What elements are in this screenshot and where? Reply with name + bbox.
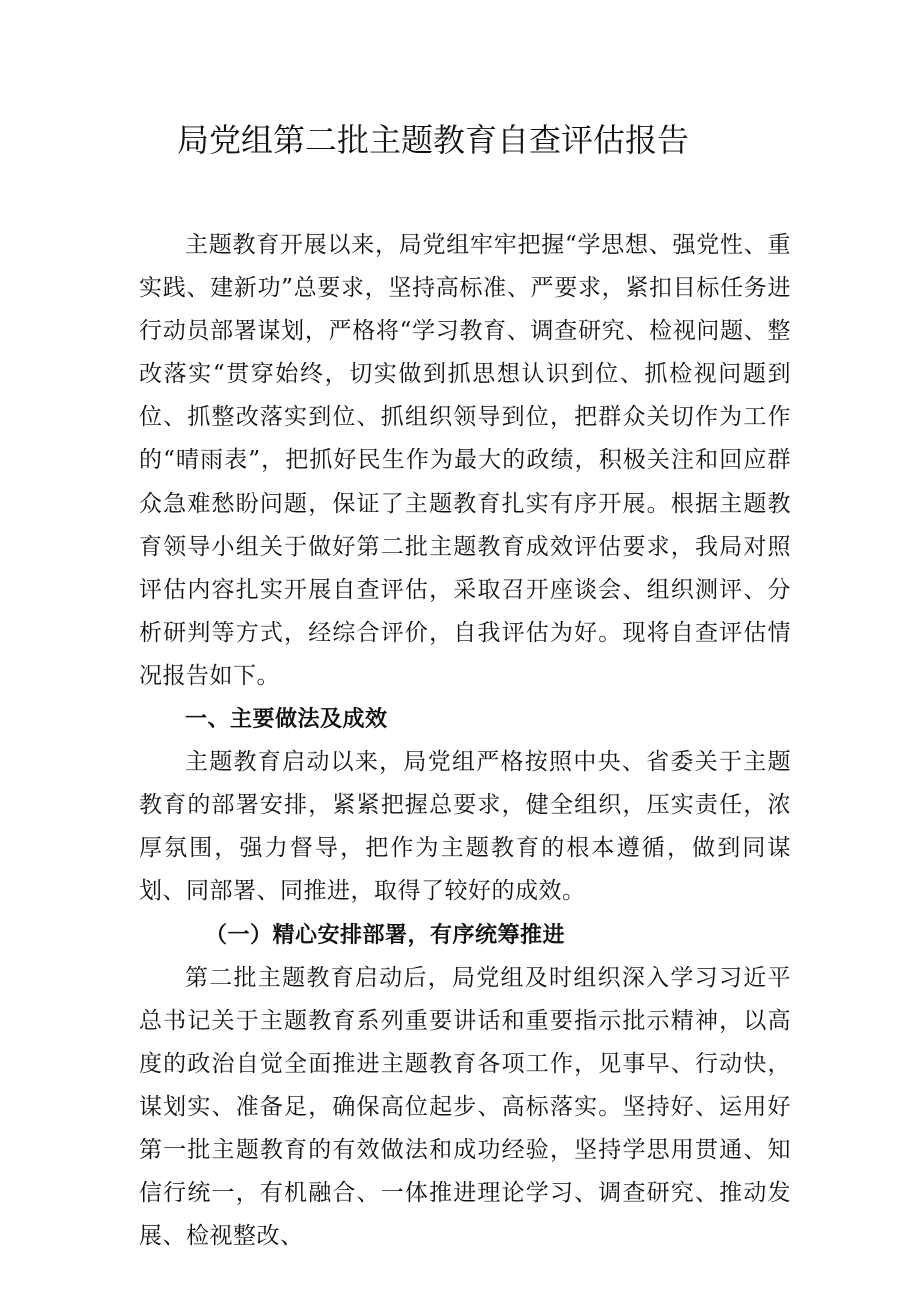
document-title: 局党组第二批主题教育自查评估报告: [176, 121, 689, 159]
subsection-heading-1: （一）精心安排部署，有序统筹推进: [205, 921, 566, 948]
document-body: [139, 224, 791, 1258]
section-heading-1: 一、主要做法及成效: [185, 707, 388, 733]
subsection-1-paragraph: 第二批主题教育启动后，局党组及时组织深入学习习近平总书记关于主题教育系列重要讲话和重要指示批示精神，以高度的政治自觉全面推进主题教育各项工作，见事早、行动快，谋划实、准备足，确保高位起步、高标落实。坚持好、运用好第一批主题教育的有效做法和成功经验，坚持学思用贯通、知信行统一，有机融合、一体推进理论学习、调查研究、推动发展、检视整改、: [139, 964, 791, 1250]
intro-paragraph: 主题教育开展以来，局党组牢牢把握“学思想、强党性、重实践、建新功”总要求，坚持高标准、严要求，紧扣目标任务进行动员部署谋划，严格将“学习教育、调查研究、检视问题、整改落实“贯穿始终，切实做到抓思想认识到位、抓检视问题到位、抓整改落实到位、抓组织领导到位，把群众关切作为工作的“晴雨表”，把抓好民生作为最大的政绩，积极关注和回应群众急难愁盼问题，保证了主题教育扎实有序开展。根据主题教育领导小组关于做好第二批主题教育成效评估要求，我局对照评估内容扎实开展自查评估，采取召开座谈会、组织测评、分析研判等方式，经综合评价，自我评估为好。现将自查评估情况报告如下。: [139, 232, 791, 689]
section-1-paragraph: 主题教育启动以来，局党组严格按照中央、省委关于主题教育的部署安排，紧紧把握总要求，健全组织，压实责任，浓厚氛围，强力督导，把作为主题教育的根本遵循，做到同谋划、同部署、同推进，取得了较好的成效。: [139, 749, 791, 905]
